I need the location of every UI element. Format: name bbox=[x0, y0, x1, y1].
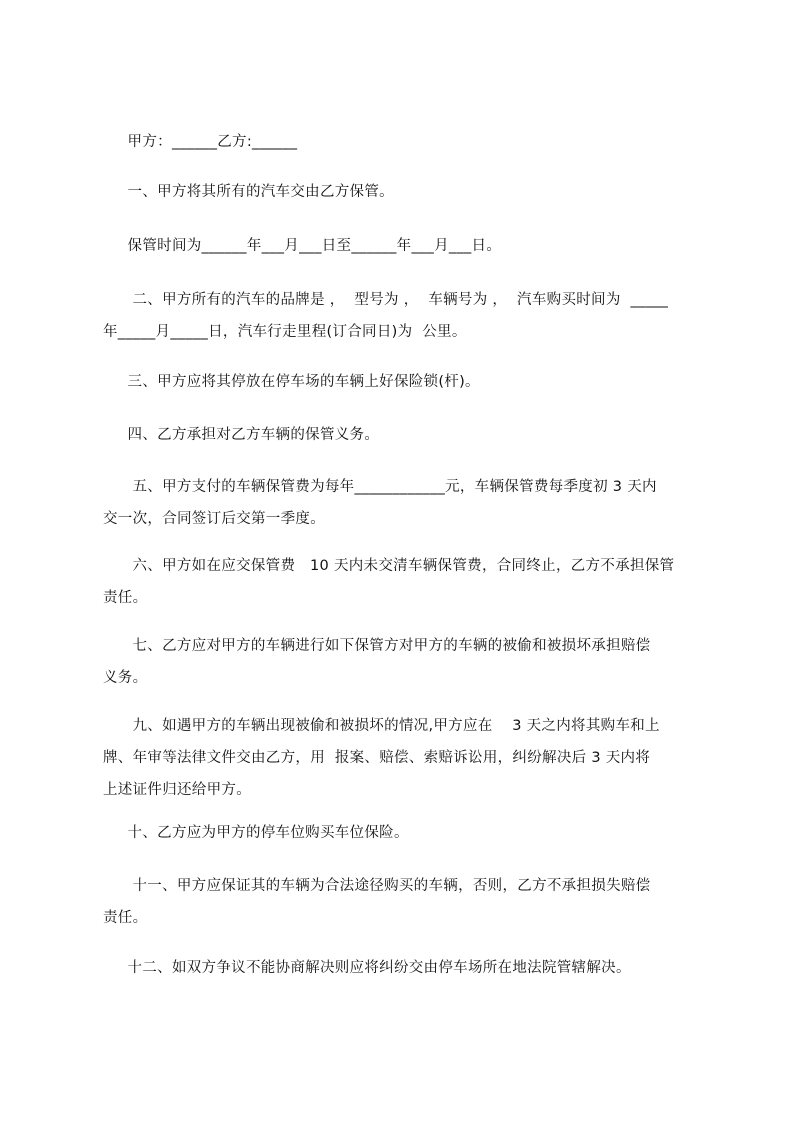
paragraph-clause-11: 十一、甲方应保证其的车辆为合法途径购买的车辆，否则，乙方不承担损失赔偿 责任。 bbox=[103, 878, 651, 926]
paragraph-storage-period: 保管时间为______年___月___日至______年___月___日。 bbox=[103, 238, 502, 254]
paragraph-clause-5: 五、甲方支付的车辆保管费为每年____________元，车辆保管费每季度初 3 天内 交一次，合同签订后交第一季度。 bbox=[103, 479, 657, 527]
paragraph-parties: 甲方：______乙方:______ bbox=[103, 134, 298, 150]
paragraph-clause-9: 九、如遇甲方的车辆出现被偷和被损坏的情况,甲方应在 3 天之内将其购车和上 牌、年审等法律文件交由乙方，用 报案、赔偿、索赔诉讼用，纠纷解决后 3 天内将 上述证件归还给甲方。 bbox=[103, 718, 660, 798]
paragraph-clause-4: 四、乙方承担对乙方车辆的保管义务。 bbox=[103, 427, 380, 443]
paragraph-clause-2: 二、甲方所有的汽车的品牌是 ， 型号为 ， 车辆号为 ， 汽车购买时间为 _____ 年_____月_____日，汽车行走里程(订合同日)为 公里。 bbox=[103, 292, 669, 340]
paragraph-clause-3: 三、甲方应将其停放在停车场的车辆上好保险锁(杆)。 bbox=[103, 374, 480, 390]
paragraph-clause-12: 十二、如双方争议不能协商解决则应将纠纷交由停车场所在地法院管辖解决。 bbox=[103, 960, 631, 976]
paragraph-clause-6: 六、甲方如在应交保管费 10 天内未交清车辆保管费，合同终止，乙方不承担保管 责任。 bbox=[103, 558, 675, 606]
paragraph-clause-1: 一、甲方将其所有的汽车交由乙方保管。 bbox=[103, 184, 394, 200]
paragraph-clause-7: 七、乙方应对甲方的车辆进行如下保管方对甲方的车辆的被偷和被损坏承担赔偿 义务。 bbox=[103, 638, 651, 686]
paragraph-clause-10: 十、乙方应为甲方的停车位购买车位保险。 bbox=[103, 825, 409, 841]
